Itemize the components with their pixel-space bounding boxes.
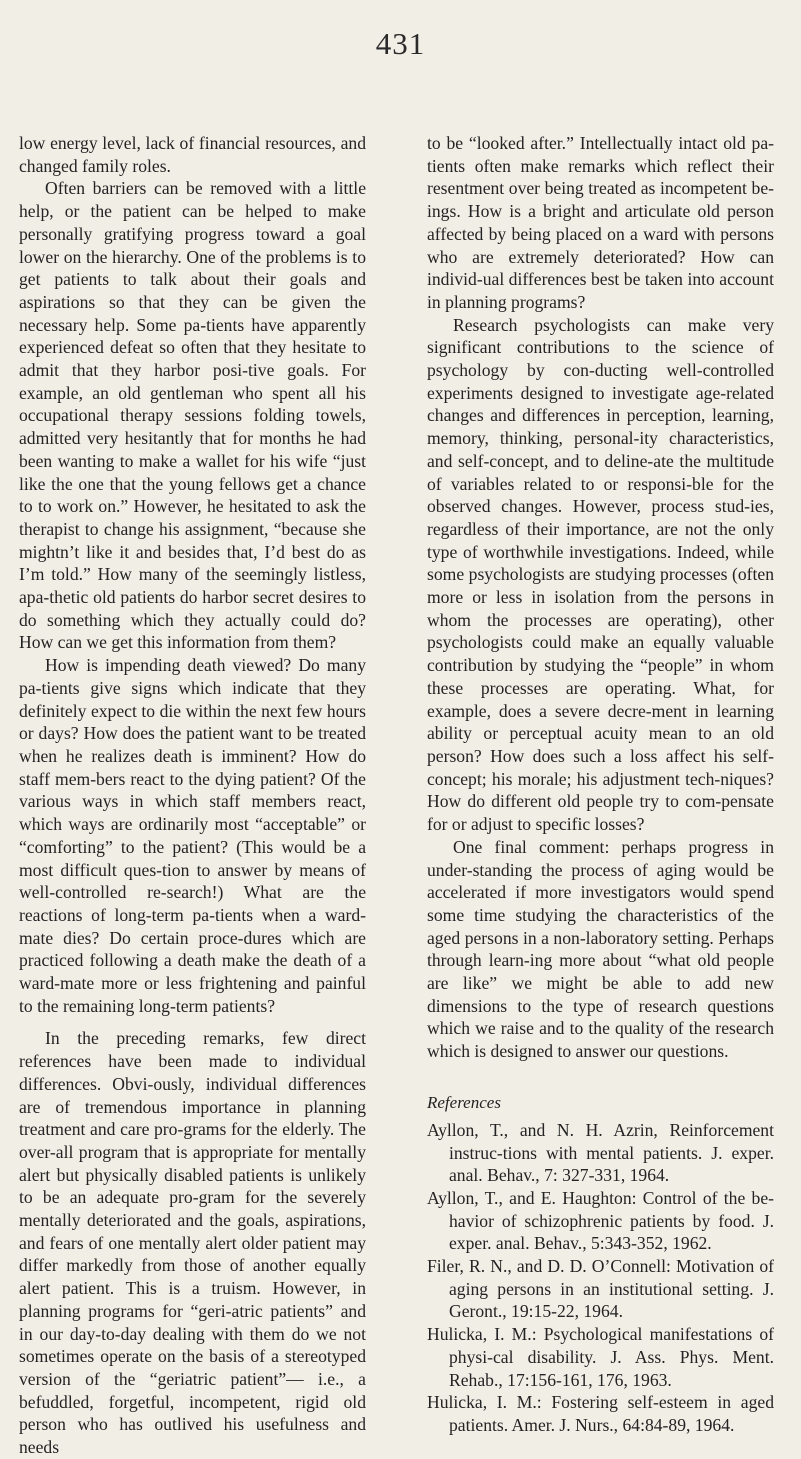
- paragraph: How is impending death viewed? Do many pa-tients give signs which indicate that they definitely expect to die within the next few hours or days? How does the patient want to be treated when he realizes death is imminent? How do staff mem-bers react to the dying patient? Of the various ways in which staff members react, which ways are ordinarily most “acceptable” or “comforting” to the patient? (This would be a most difficult ques-tion to answer by means of well-controlled re-search!) What are the reactions of long-term pa-tients when a ward-mate dies? Do certain proce-dures which are practiced following a death make the death of a ward-mate more or less frightening and painful to the remaining long-term patients?: [19, 655, 366, 1016]
- reference-item: Hulicka, I. M.: Psychological manifestations of physi-cal disability. J. Ass. Phys. Ment. Rehab., 17:156-161, 176, 1963.: [427, 1324, 774, 1390]
- reference-item: Hulicka, I. M.: Fostering self-esteem in aged patients. Amer. J. Nurs., 64:84-89, 1964.: [427, 1392, 774, 1435]
- left-column: [19, 132, 366, 1459]
- paragraph: Research psychologists can make very significant contributions to the science of psychology by con-ducting well-controlled experiments designed to investigate age-related changes and differences in perception, learning, memory, thinking, personal-ity characteristics, and self-concept, and to deline-ate the multitude of variables related to or responsi-ble for the observed changes. However, process stud-ies, regardless of their importance, are not the only type of worthwhile investigations. Indeed, while some psychologists are studying processes (often more or less in isolation from the persons in whom the processes are operating), other psychologists could make an equally valuable contribution by studying the “people” in whom these processes are operating. What, for example, does a severe decre-ment in learning ability or perceptual acuity mean to an old person? How does such a loss affect his self-concept; his morale; his adjustment tech-niques? How do different old people try to com-pensate for or adjust to specific losses?: [427, 314, 774, 835]
- page-number: 431: [375, 26, 426, 61]
- paragraph: One final comment: perhaps progress in under-standing the process of aging would be accelerated if more investigators would spend some time studying the characteristics of the aged persons in a non-laboratory setting. Perhaps through learn-ing more about “what old people are like” we might be able to add new dimensions to the type of research questions which we raise and to the quality of the research which is designed to answer our questions.: [427, 836, 774, 1062]
- reference-item: Ayllon, T., and E. Haughton: Control of the be-havior of schizophrenic patients by food. J. exper. anal. Behav., 5:343-352, 1962.: [427, 1187, 774, 1254]
- paragraph: In the preceding remarks, few direct references have been made to individual differences. Obvi-ously, individual differences are of tremendous importance in planning treatment and care pro-grams for the elderly. The over-all program that is appropriate for mentally alert but physically disabled patients is unlikely to be an adequate pro-gram for the severely mentally deteriorated and the goals, aspirations, and fears of one mentally alert older patient may differ markedly from those of another equally alert patient. This is a truism. However, in planning programs for “geri-atric patients” and in our day-to-day dealing with them do we not sometimes operate on the basis of a stereotyped version of the “geriatric patient”— i.e., a befuddled, forgetful, incompetent, rigid old person who has outlived his usefulness and needs: [19, 1028, 366, 1458]
- reference-item: Ayllon, T., and N. H. Azrin, Reinforcement instruc-tions with mental patients. J. exper. anal. Behav., 7: 327-331, 1964.: [427, 1119, 774, 1186]
- paragraph: low energy level, lack of financial resources, and changed family roles.: [19, 133, 366, 176]
- reference-item: Filer, R. N., and D. D. O’Connell: Motivation of aging persons in an institutional setting. J. Geront., 19:15-22, 1964.: [427, 1256, 774, 1322]
- paragraph: Often barriers can be removed with a little help, or the patient can be helped to make personally gratifying progress toward a goal lower on the hierarchy. One of the problems is to get patients to talk about their goals and aspirations so that they can be given the necessary help. Some pa-tients have apparently experienced defeat so often that they hesitate to admit that they harbor posi-tive goals. For example, an old gentleman who spent all his occupational therapy sessions folding towels, admitted very hesitantly that for months he had been wanting to make a wallet for his wife “just like the one that the young fellows get a chance to to work on.” However, he hesitated to ask the therapist to change his assignment, “because she mightn’t like it and besides that, I’d best do as I’m told.” How many of the seemingly listless, apa-thetic old patients do harbor secret desires to do something which they actually could do? How can we get this information from them?: [19, 178, 366, 653]
- references-heading: References: [427, 1092, 501, 1112]
- right-column: [427, 132, 774, 1437]
- paragraph: to be “looked after.” Intellectually intact old pa-tients often make remarks which reflect their resentment over being treated as incompetent be-ings. How is a bright and articulate old person affected by being placed on a ward with persons who are extremely deteriorated? How can individ-ual differences best be taken into account in planning programs?: [427, 133, 774, 312]
